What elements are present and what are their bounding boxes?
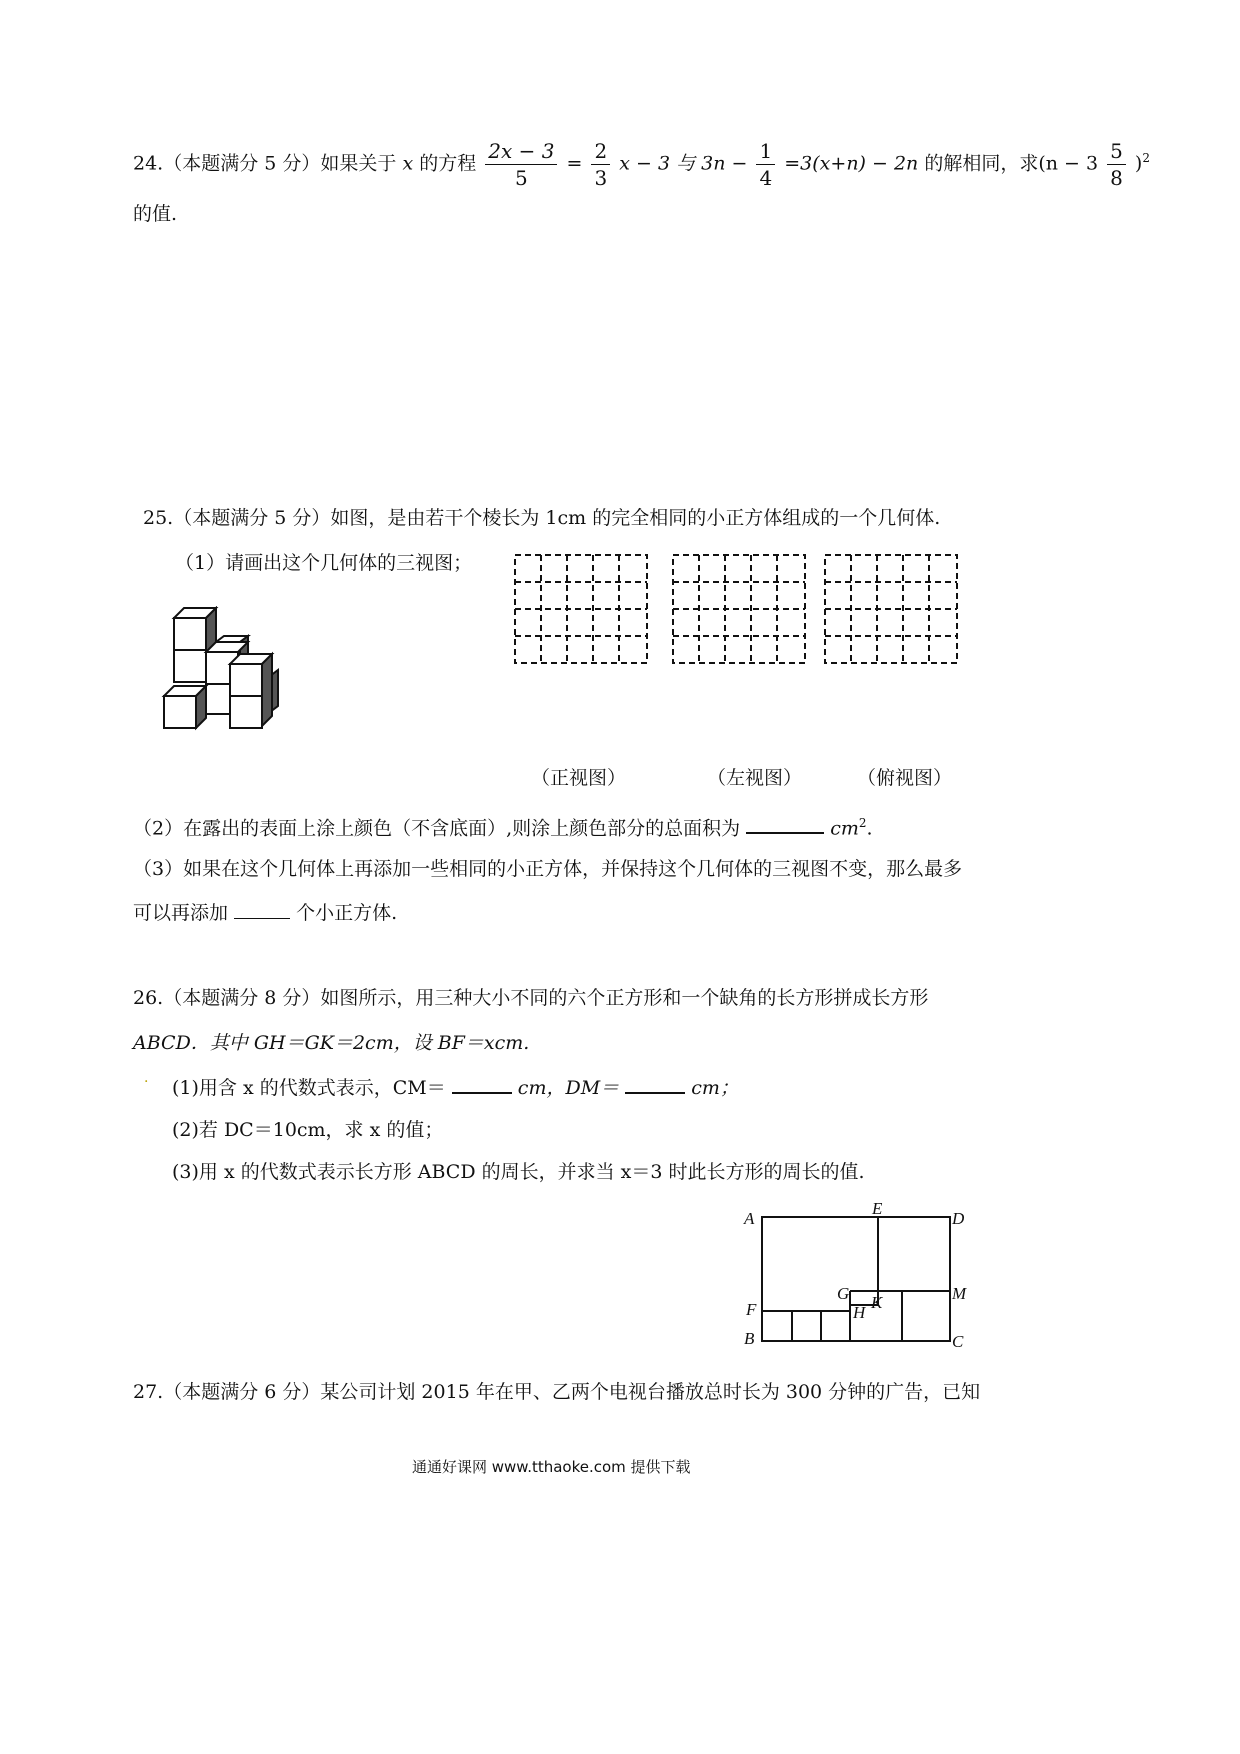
label-top-view: （俯视图） bbox=[857, 767, 953, 789]
q24-eq-word: 的方程 bbox=[419, 152, 477, 175]
q26-part1 bbox=[172, 1076, 739, 1100]
label-c: C bbox=[952, 1332, 964, 1351]
label-h: H bbox=[853, 1303, 866, 1322]
q24-fraction-2: $\frac{2}{3}$ bbox=[591, 138, 610, 191]
q26-part3: (3)用 x 的代数式表示长方形 ABCD 的周长，并求当 x＝3 时此长方形的周长的值. bbox=[172, 1161, 865, 1183]
q26-cm-answer-blank[interactable] bbox=[452, 1092, 512, 1094]
q24-fraction-4: $\frac{5}{8}$ bbox=[1107, 138, 1126, 191]
q24-suffix: 的解相同，求(n − 3 bbox=[924, 152, 1099, 175]
q24-close: ) bbox=[1134, 152, 1143, 175]
grid-left-view bbox=[673, 555, 805, 663]
q26-title: 26.（本题满分 8 分）如图所示，用三种大小不同的六个正方形和一个缺角的长方形拼成长方形 bbox=[133, 987, 929, 1009]
q24-mid: x − 3 与 3n − bbox=[619, 152, 748, 175]
view-grids bbox=[513, 551, 963, 669]
q24-equation-line bbox=[133, 128, 1150, 193]
q24-exponent: 2 bbox=[1142, 151, 1150, 165]
q26-dm-answer-blank[interactable] bbox=[625, 1092, 685, 1094]
q25-part2-text: （2）在露出的表面上涂上颜色（不含底面）,则涂上颜色部分的总面积为 bbox=[133, 817, 741, 840]
q24-fraction-1: $\frac{2x - 3}{5}$ bbox=[485, 138, 557, 191]
q25-area-answer-blank[interactable] bbox=[746, 832, 824, 834]
q26-part1-text-c: cm； bbox=[691, 1077, 739, 1099]
label-m: M bbox=[952, 1284, 967, 1303]
q27-line1: 27.（本题满分 6 分）某公司计划 2015 年在甲、乙两个电视台播放总时长为 300 分钟的广告，已知 bbox=[133, 1381, 981, 1403]
label-k: K bbox=[871, 1293, 883, 1312]
q25-part2-unit: cm bbox=[830, 817, 859, 840]
label-e: E bbox=[872, 1200, 883, 1218]
label-f: F bbox=[746, 1300, 757, 1319]
rectangle-figure bbox=[740, 1200, 980, 1360]
q25-part3-line2 bbox=[133, 901, 397, 925]
q25-part2 bbox=[133, 811, 873, 840]
label-a: A bbox=[744, 1209, 755, 1228]
footer-text[interactable]: 通通好课网 www.tthaoke.com 提供下载 bbox=[412, 1458, 691, 1476]
label-b: B bbox=[744, 1329, 755, 1348]
q25-title: 25.（本题满分 5 分）如图，是由若干个棱长为 1cm 的完全相同的小正方体组成的一个几何体. bbox=[143, 507, 941, 529]
q24-var-x: x bbox=[402, 152, 414, 175]
q26-part2: (2)若 DC＝10cm，求 x 的值； bbox=[172, 1119, 444, 1141]
q25-count-answer-blank[interactable] bbox=[234, 918, 290, 919]
q26-part1-text-a: (1)用含 x 的代数式表示，CM＝ bbox=[172, 1077, 446, 1099]
cube-figure bbox=[160, 606, 290, 736]
q25-part2-exp: 2 bbox=[858, 816, 867, 830]
q25-part3-text-a: 可以再添加 bbox=[133, 902, 229, 924]
rect-abcd bbox=[762, 1217, 950, 1341]
label-left-view: （左视图） bbox=[707, 767, 803, 789]
q26-line2: ABCD．其中 GH＝GK＝2cm，设 BF＝xcm. bbox=[133, 1032, 530, 1054]
grid-front-view bbox=[515, 555, 647, 663]
q24-fraction-3: $\frac{1}{4}$ bbox=[756, 138, 775, 191]
stray-dot: · bbox=[144, 1074, 149, 1090]
q24-prefix: 24.（本题满分 5 分）如果关于 bbox=[133, 152, 397, 175]
label-front-view: （正视图） bbox=[531, 767, 627, 789]
label-g: G bbox=[837, 1284, 850, 1303]
q25-part2-end: . bbox=[866, 817, 873, 840]
q25-part1: （1）请画出这个几何体的三视图； bbox=[175, 552, 473, 574]
q24-line2: 的值. bbox=[133, 203, 178, 225]
q24-rhs: =3(x+n) − 2n bbox=[784, 152, 919, 175]
label-d: D bbox=[952, 1209, 965, 1228]
q24-equals: = bbox=[566, 152, 583, 175]
q25-part3-line1: （3）如果在这个几何体上再添加一些相同的小正方体，并保持这个几何体的三视图不变，那么最多 bbox=[133, 858, 963, 880]
q25-part3-text-b: 个小正方体. bbox=[296, 902, 398, 924]
grid-top-view bbox=[825, 555, 957, 663]
q26-part1-text-b: cm，DM＝ bbox=[517, 1077, 620, 1099]
